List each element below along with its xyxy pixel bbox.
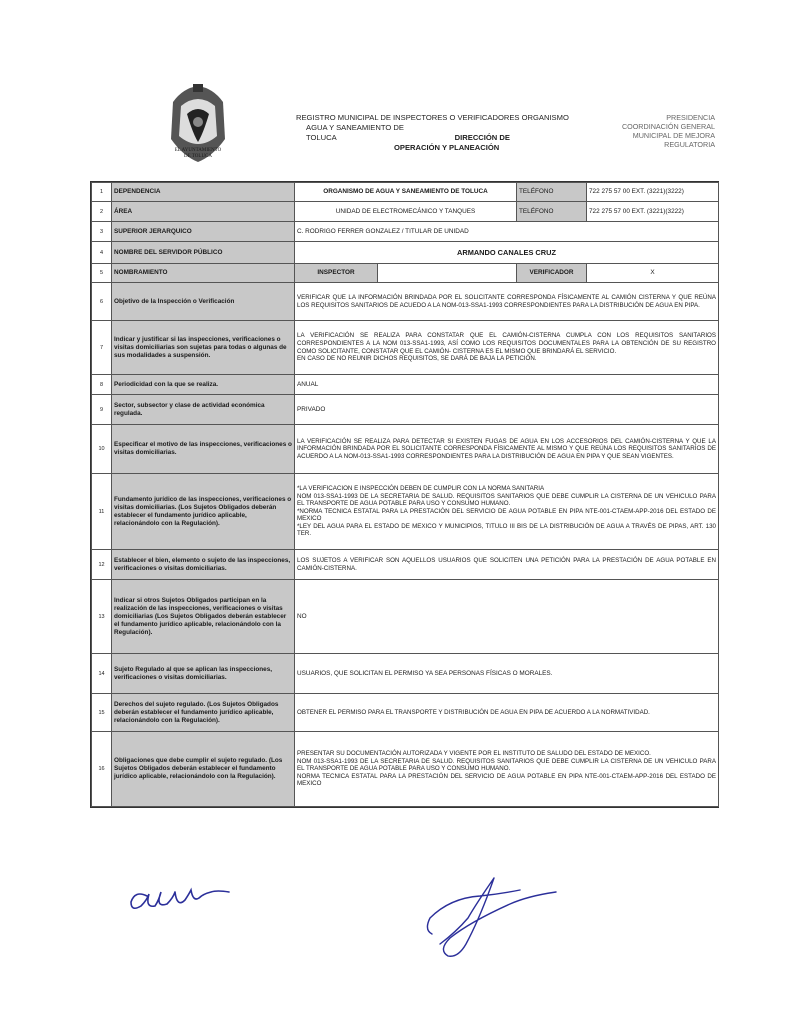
row-label: ÁREA <box>112 202 295 222</box>
inspector-cell <box>295 264 517 283</box>
row-number: 8 <box>92 375 112 395</box>
row-area <box>92 202 719 222</box>
row-number: 9 <box>92 395 112 425</box>
row-value: UNIDAD DE ELECTROMECÁNICO Y TANQUES <box>295 202 517 222</box>
row-value: ANUAL <box>295 375 719 395</box>
row-motivo <box>92 425 719 474</box>
row-label: Establecer el bien, elemento o sujeto de las inspecciones, verificaciones o visitas domiciliarias. <box>112 550 295 580</box>
row-number: 5 <box>92 264 112 283</box>
registry-table <box>90 181 719 808</box>
issuer-line2: COORDINACIÓN GENERAL <box>621 122 715 131</box>
title-line2 <box>296 123 596 143</box>
verificador-label: VERIFICADOR <box>517 264 587 283</box>
row-servidor <box>92 242 719 264</box>
row-obligaciones <box>92 732 719 807</box>
fundamento-line: NOM 013-SSA1-1993 DE LA SECRETARIA DE SALUD. REQUISITOS SANITARIOS QUE DEBE CUMPLIR LA CISTERNA DE UN VEHICULO PARA EL TRANSPORTE DE AGUA POTABLE PARA USO Y CONSUMO HUMANO. <box>297 492 716 508</box>
row-label: Periodicidad con la que se realiza. <box>112 375 295 395</box>
fundamento-line: *NORMA TECNICA ESTATAL PARA LA PRESTACIÓN DEL SERVICIO DE AGUA POTABLE EN PIPA NTE-001-CTAEM-APP-2016 DEL ESTADO DE MEXICO <box>297 507 716 523</box>
fundamento-line: *LEY DEL AGUA PARA EL ESTADO DE MEXICO Y MUNICIPIOS, TITULO III BIS DE LA DISTRIBUCIÓN DE AGUA A TRAVÉS DE PIPAS, ART. 130 TER. <box>297 522 716 538</box>
row-number: 10 <box>92 425 112 474</box>
row-dependencia <box>92 183 719 202</box>
issuer-block <box>610 113 715 149</box>
fundamento-line: *LA VERIFICACION E INSPECCIÓN DEBEN DE CUMPLIR CON LA NORMA SANITARIA <box>297 484 545 492</box>
row-suspension <box>92 321 719 375</box>
verificador-mark: X <box>587 264 719 283</box>
phone-label: TELÉFONO <box>517 183 587 202</box>
row-otros-sujetos <box>92 580 719 654</box>
row-value: LOS SUJETOS A VERIFICAR SON AQUELLOS USUARIOS QUE SOLICITEN UNA PETICIÓN PARA LA PRESTACIÓN DE AGUA POTABLE EN CAMIÓN-CISTERNA. <box>295 550 719 580</box>
row-value <box>295 321 719 375</box>
logo-caption <box>148 148 248 160</box>
row-number: 1 <box>92 183 112 202</box>
obligacion-line: NORMA TECNICA ESTATAL PARA LA PRESTACIÓN DEL SERVICIO DE AGUA POTABLE EN PIPA NTE-001-CTAEM-APP-2016 DEL ESTADO DE MEXICO <box>297 772 716 788</box>
issuer-line4: REGULATORIA <box>664 140 715 149</box>
row-number: 13 <box>92 580 112 654</box>
row-number: 3 <box>92 222 112 242</box>
phone-value: 722 275 57 00 EXT. (3221)(3222) <box>587 183 719 202</box>
row-label: Fundamento jurídico de las inspecciones, verificaciones o visitas domiciliarias. (Los Sujetos Obligados deberán establecer el fundamento jurídico aplicable, relacionándolo con la Regulación). <box>112 474 295 550</box>
row-value <box>295 732 719 807</box>
document-title <box>296 113 596 153</box>
row-number: 2 <box>92 202 112 222</box>
signature-left <box>125 878 235 928</box>
row-label: Obligaciones que debe cumplir el sujeto regulado. (Los Sujetos Obligados deberán establecer el fundamento jurídico aplicable, relacionándolo con la Regulación). <box>112 732 295 807</box>
row-label: Sujeto Regulado al que se aplican las inspecciones, verificaciones o visitas domiciliarias. <box>112 654 295 694</box>
row-value <box>295 474 719 550</box>
row-label: Derechos del sujeto regulado. (Los Sujetos Obligados deberán establecer el fundamento jurídico aplicable, relacionándolo con la Regulación). <box>112 694 295 732</box>
row-value: PRIVADO <box>295 395 719 425</box>
row-number: 16 <box>92 732 112 807</box>
row-label: Especificar el motivo de las inspecciones, verificaciones o visitas domiciliarias. <box>112 425 295 474</box>
row-number: 4 <box>92 242 112 264</box>
row-sujeto <box>92 550 719 580</box>
row-value-text-2: EN CASO DE NO REUNIR DICHOS REQUISITOS, SE DARÁ DE BAJA LA PETICIÓN. <box>297 355 537 363</box>
row-label: DEPENDENCIA <box>112 183 295 202</box>
row-fundamento <box>92 474 719 550</box>
row-value: USUARIOS, QUE SOLICITAN EL PERMISO YA SEA PERSONAS FÍSICAS O MORALES. <box>295 654 719 694</box>
row-sujeto-regulado <box>92 654 719 694</box>
row-nombramiento <box>92 264 719 283</box>
issuer-line1: PRESIDENCIA <box>666 113 715 122</box>
title-line1: REGISTRO MUNICIPAL DE INSPECTORES O VERIFICADORES ORGANISMO <box>296 113 569 122</box>
row-number: 15 <box>92 694 112 732</box>
row-sector <box>92 395 719 425</box>
row-label: SUPERIOR JERARQUICO <box>112 222 295 242</box>
row-label: Sector, subsector y clase de actividad económica regulada. <box>112 395 295 425</box>
row-number: 11 <box>92 474 112 550</box>
row-label: Indicar si otros Sujetos Obligados participan en la realización de las inspecciones, verificaciones o visitas domiciliarias (Los Sujetos Obligados deberán establecer el fundamento jurídico aplicable, relacionándolo con la Regulación). <box>112 580 295 654</box>
row-value: LA VERIFICACIÓN SE REALIZA PARA DETECTAR SI EXISTEN FUGAS DE AGUA EN LOS ACCESORIOS DEL CAMIÓN-CISTERNA Y QUE LA INFORMACIÓN BRINDADA POR EL SOLICITANTE CORRESPONDA FÍSICAMENTE AL MISMO Y QUE REÚNA LOS REQUISITOS SANITARIOS DE ACUERDO A LA NOM-013-SSA1-1993 CORRESPONDIENTES PARA LA DISTRIBUCIÓN DE AGUA EN PIPA Y QUE SEAN VIGENTES. <box>295 425 719 474</box>
issuer-line3: MUNICIPAL DE MEJORA <box>632 131 715 140</box>
signature-right <box>410 874 560 964</box>
logo-caption-line2: DE TOLUCA <box>183 154 212 159</box>
row-label: Indicar y justificar si las inspecciones, verificaciones o visitas domiciliarias son sujetas para todas o algunas de sus modalidades a suspensión. <box>112 321 295 375</box>
row-objetivo <box>92 283 719 321</box>
phone-label: TELÉFONO <box>517 202 587 222</box>
title-line3: OPERACIÓN Y PLANEACIÓN <box>394 143 500 152</box>
row-label: Objetivo de la Inspección o Verificación <box>112 283 295 321</box>
row-number: 12 <box>92 550 112 580</box>
row-label: NOMBRAMIENTO <box>112 264 295 283</box>
title-line2a: AGUA Y SANEAMIENTO DE TOLUCA <box>306 123 404 142</box>
row-value: ORGANISMO DE AGUA Y SANEAMIENTO DE TOLUCA <box>295 183 517 202</box>
phone-value: 722 275 57 00 EXT. (3221)(3222) <box>587 202 719 222</box>
row-derechos <box>92 694 719 732</box>
obligacion-line: NOM 013-SSA1-1993 DE LA SECRETARIA DE SALUD. REQUISITOS SANITARIOS QUE DEBE CUMPLIR LA CISTERNA DE UN VEHICULO PARA EL TRANSPORTE DE AGUA POTABLE PARA USO Y CONSUMO HUMANO. <box>297 757 716 773</box>
obligacion-line: PRESENTAR SU DOCUMENTACIÓN AUTORIZADA Y VIGENTE POR EL INSTITUTO DE SALUDO DEL ESTADO DE MEXICO. <box>297 750 651 758</box>
row-value: ARMANDO CANALES CRUZ <box>295 242 719 264</box>
row-value: OBTENER EL PERMISO PARA EL TRANSPORTE Y DISTRIBUCIÓN DE AGUA EN PIPA DE ACUERDO A LA NORMATIVIDAD. <box>295 694 719 732</box>
row-value: C. RODRIGO FERRER GONZALEZ / TITULAR DE UNIDAD <box>295 222 719 242</box>
row-number: 6 <box>92 283 112 321</box>
row-value: VERIFICAR QUE LA INFORMACIÓN BRINDADA POR EL SOLICITANTE CORRESPONDA FÍSICAMENTE AL CAMIÓN CISTERNA Y QUE REÚNA LOS REQUISITOS SANITARIOS DE ACUEDO A LA NOM-013-SSA1-1993 CORRESPONDIENTES PARA LA DISTRIBUCIÓN DE AGUA EN PIPA. <box>295 283 719 321</box>
inspector-label: INSPECTOR <box>295 264 378 282</box>
row-number: 14 <box>92 654 112 694</box>
row-number: 7 <box>92 321 112 375</box>
logo-caption-line1: EL AYUNTAMIENTO <box>174 148 222 153</box>
title-line2b: DIRECCIÓN DE <box>454 133 510 142</box>
row-superior <box>92 222 719 242</box>
row-value: NO <box>295 580 719 654</box>
row-label: NOMBRE DEL SERVIDOR PÚBLICO <box>112 242 295 264</box>
row-value-text: LA VERIFICACIÓN SE REALIZA PARA CONSTATAR QUE EL CAMIÓN-CISTERNA CUMPLA CON LOS REQUISITOS SANITARIOS CORRESPONDIENTES A LA NOM 013-SSA1-1993, ASÍ COMO LOS REQUISITOS DOCUMENTALES PARA LA OBTENCIÓN DE SU REGISTRO COMO SOLICITANTE, CONSTATAR QUE EL CAMIÓN- CISTERNA ES EL MISMO QUE BRINDARÁ EL SERVICIO. <box>297 332 716 355</box>
row-periodicidad <box>92 375 719 395</box>
